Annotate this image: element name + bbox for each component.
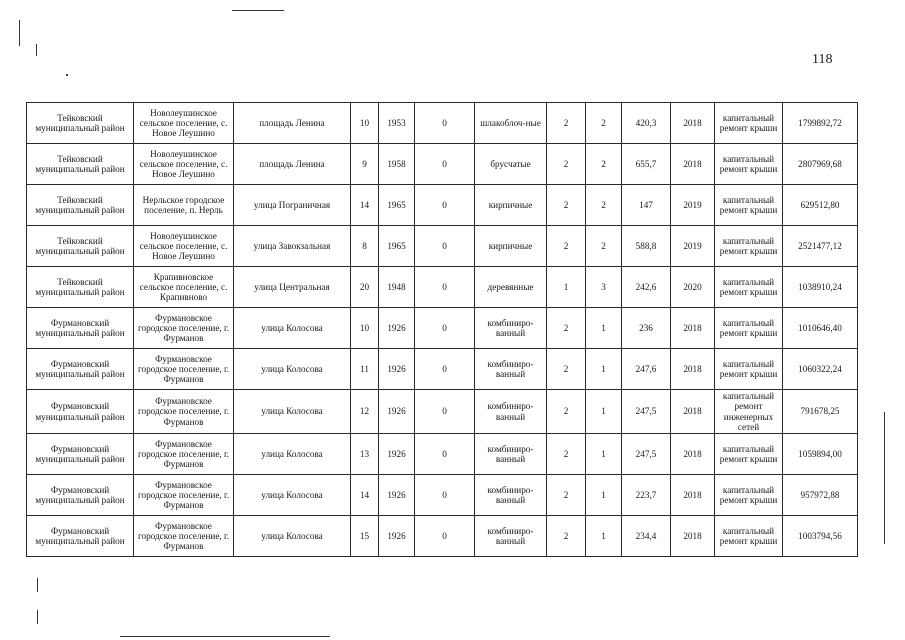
district-cell: Фурмановский муниципальный район	[27, 475, 134, 516]
entrances-cell: 1	[586, 434, 622, 475]
cost-cell: 2807969,68	[783, 144, 858, 185]
entrances-cell: 1	[586, 390, 622, 434]
settlement-cell: Новолеушинское сельское поселение, с. Новое Леушино	[134, 226, 234, 267]
floors-cell: 1	[547, 267, 586, 308]
area-cell: 247,5	[622, 434, 671, 475]
area-cell: 236	[622, 308, 671, 349]
floors-cell: 2	[547, 390, 586, 434]
floors-cell: 2	[547, 185, 586, 226]
scan-artifact-left-mark-bottom	[37, 610, 38, 624]
street-cell: улица Центральная	[234, 267, 351, 308]
cost-cell: 1059894,00	[783, 434, 858, 475]
house-number-cell: 14	[351, 185, 379, 226]
area-cell: 247,5	[622, 390, 671, 434]
wall-material-cell: деревянные	[475, 267, 547, 308]
build-year-cell: 1926	[379, 475, 415, 516]
plan-year-cell: 2018	[671, 103, 715, 144]
cost-cell: 791678,25	[783, 390, 858, 434]
cost-cell: 957972,88	[783, 475, 858, 516]
district-cell: Фурмановский муниципальный район	[27, 308, 134, 349]
entrances-cell: 3	[586, 267, 622, 308]
plan-year-cell: 2018	[671, 475, 715, 516]
scan-artifact-right-line	[884, 412, 885, 544]
plan-year-cell: 2018	[671, 390, 715, 434]
wear-cell: 0	[415, 103, 475, 144]
area-cell: 223,7	[622, 475, 671, 516]
wear-cell: 0	[415, 349, 475, 390]
wall-material-cell: комбиниро-ванный	[475, 434, 547, 475]
page-number: 118	[812, 52, 833, 67]
entrances-cell: 2	[586, 185, 622, 226]
entrances-cell: 1	[586, 475, 622, 516]
table-row	[27, 185, 858, 226]
street-cell: площадь Ленина	[234, 144, 351, 185]
cost-cell: 2521477,12	[783, 226, 858, 267]
floors-cell: 2	[547, 349, 586, 390]
street-cell: улица Пограничная	[234, 185, 351, 226]
wear-cell: 0	[415, 516, 475, 557]
floors-cell: 2	[547, 516, 586, 557]
settlement-cell: Новолеушинское сельское поселение, с. Новое Леушино	[134, 144, 234, 185]
house-number-cell: 10	[351, 103, 379, 144]
entrances-cell: 1	[586, 349, 622, 390]
settlement-cell: Фурмановское городское поселение, г. Фурманов	[134, 308, 234, 349]
build-year-cell: 1926	[379, 390, 415, 434]
work-type-cell: капитальный ремонт крыши	[715, 144, 783, 185]
house-number-cell: 13	[351, 434, 379, 475]
scan-artifact-left-mark	[36, 44, 37, 56]
district-cell: Фурмановский муниципальный район	[27, 434, 134, 475]
settlement-cell: Фурмановское городское поселение, г. Фурманов	[134, 434, 234, 475]
area-cell: 588,8	[622, 226, 671, 267]
wall-material-cell: комбиниро-ванный	[475, 475, 547, 516]
wall-material-cell: комбиниро-ванный	[475, 308, 547, 349]
entrances-cell: 2	[586, 144, 622, 185]
wear-cell: 0	[415, 434, 475, 475]
area-cell: 242,6	[622, 267, 671, 308]
area-cell: 247,6	[622, 349, 671, 390]
build-year-cell: 1926	[379, 434, 415, 475]
district-cell: Фурмановский муниципальный район	[27, 390, 134, 434]
wear-cell: 0	[415, 267, 475, 308]
wall-material-cell: комбиниро-ванный	[475, 349, 547, 390]
district-cell: Тейковский муниципальный район	[27, 267, 134, 308]
floors-cell: 2	[547, 475, 586, 516]
wear-cell: 0	[415, 390, 475, 434]
settlement-cell: Фурмановское городское поселение, г. Фурманов	[134, 516, 234, 557]
house-number-cell: 15	[351, 516, 379, 557]
street-cell: улица Колосова	[234, 516, 351, 557]
cost-cell: 1799892,72	[783, 103, 858, 144]
settlement-cell: Крапивновское сельское поселение, с. Крапивново	[134, 267, 234, 308]
build-year-cell: 1926	[379, 349, 415, 390]
entrances-cell: 1	[586, 308, 622, 349]
build-year-cell: 1953	[379, 103, 415, 144]
table-row	[27, 103, 858, 144]
wear-cell: 0	[415, 308, 475, 349]
table-row	[27, 144, 858, 185]
floors-cell: 2	[547, 308, 586, 349]
table-row	[27, 475, 858, 516]
work-type-cell: капитальный ремонт инженерных сетей	[715, 390, 783, 434]
plan-year-cell: 2018	[671, 434, 715, 475]
table-row	[27, 434, 858, 475]
cost-cell: 1038910,24	[783, 267, 858, 308]
district-cell: Фурмановский муниципальный район	[27, 349, 134, 390]
street-cell: улица Колосова	[234, 308, 351, 349]
work-type-cell: капитальный ремонт крыши	[715, 185, 783, 226]
area-cell: 147	[622, 185, 671, 226]
work-type-cell: капитальный ремонт крыши	[715, 516, 783, 557]
housing-repair-table	[26, 102, 858, 557]
area-cell: 655,7	[622, 144, 671, 185]
street-cell: улица Колосова	[234, 390, 351, 434]
plan-year-cell: 2018	[671, 308, 715, 349]
wall-material-cell: кирпичные	[475, 226, 547, 267]
table-row	[27, 226, 858, 267]
cost-cell: 629512,80	[783, 185, 858, 226]
wall-material-cell: комбиниро-ванный	[475, 516, 547, 557]
build-year-cell: 1965	[379, 226, 415, 267]
build-year-cell: 1958	[379, 144, 415, 185]
wear-cell: 0	[415, 226, 475, 267]
table-row	[27, 390, 858, 434]
district-cell: Тейковский муниципальный район	[27, 103, 134, 144]
street-cell: улица Колосова	[234, 434, 351, 475]
work-type-cell: капитальный ремонт крыши	[715, 434, 783, 475]
floors-cell: 2	[547, 226, 586, 267]
wall-material-cell: шлакоблоч-ные	[475, 103, 547, 144]
work-type-cell: капитальный ремонт крыши	[715, 226, 783, 267]
floors-cell: 2	[547, 103, 586, 144]
table-row	[27, 349, 858, 390]
scan-artifact-bottom-line	[120, 636, 330, 637]
district-cell: Тейковский муниципальный район	[27, 144, 134, 185]
wear-cell: 0	[415, 475, 475, 516]
table-body	[27, 103, 858, 557]
house-number-cell: 9	[351, 144, 379, 185]
wall-material-cell: кирпичные	[475, 185, 547, 226]
settlement-cell: Новолеушинское сельское поселение, с. Новое Леушино	[134, 103, 234, 144]
district-cell: Тейковский муниципальный район	[27, 226, 134, 267]
settlement-cell: Фурмановское городское поселение, г. Фурманов	[134, 390, 234, 434]
table-row	[27, 516, 858, 557]
cost-cell: 1003794,56	[783, 516, 858, 557]
district-cell: Тейковский муниципальный район	[27, 185, 134, 226]
street-cell: улица Колосова	[234, 475, 351, 516]
area-cell: 234,4	[622, 516, 671, 557]
street-cell: площадь Ленина	[234, 103, 351, 144]
work-type-cell: капитальный ремонт крыши	[715, 475, 783, 516]
wear-cell: 0	[415, 185, 475, 226]
plan-year-cell: 2018	[671, 349, 715, 390]
floors-cell: 2	[547, 144, 586, 185]
plan-year-cell: 2018	[671, 516, 715, 557]
plan-year-cell: 2019	[671, 226, 715, 267]
plan-year-cell: 2019	[671, 185, 715, 226]
floors-cell: 2	[547, 434, 586, 475]
build-year-cell: 1926	[379, 308, 415, 349]
area-cell: 420,3	[622, 103, 671, 144]
work-type-cell: капитальный ремонт крыши	[715, 349, 783, 390]
street-cell: улица Завокзальная	[234, 226, 351, 267]
street-cell: улица Колосова	[234, 349, 351, 390]
wall-material-cell: комбиниро-ванный	[475, 390, 547, 434]
house-number-cell: 11	[351, 349, 379, 390]
house-number-cell: 14	[351, 475, 379, 516]
scan-artifact-left-mark-lower	[37, 578, 38, 592]
settlement-cell: Фурмановское городское поселение, г. Фурманов	[134, 349, 234, 390]
district-cell: Фурмановский муниципальный район	[27, 516, 134, 557]
build-year-cell: 1948	[379, 267, 415, 308]
table-row	[27, 308, 858, 349]
entrances-cell: 2	[586, 103, 622, 144]
house-number-cell: 10	[351, 308, 379, 349]
wall-material-cell: брусчатые	[475, 144, 547, 185]
plan-year-cell: 2018	[671, 144, 715, 185]
table-row	[27, 267, 858, 308]
house-number-cell: 12	[351, 390, 379, 434]
scan-artifact-top-line	[232, 10, 284, 11]
wear-cell: 0	[415, 144, 475, 185]
build-year-cell: 1926	[379, 516, 415, 557]
cost-cell: 1060322,24	[783, 349, 858, 390]
house-number-cell: 20	[351, 267, 379, 308]
work-type-cell: капитальный ремонт крыши	[715, 267, 783, 308]
entrances-cell: 2	[586, 226, 622, 267]
cost-cell: 1010646,40	[783, 308, 858, 349]
build-year-cell: 1965	[379, 185, 415, 226]
scan-artifact-left-line	[19, 20, 20, 46]
plan-year-cell: 2020	[671, 267, 715, 308]
settlement-cell: Фурмановское городское поселение, г. Фурманов	[134, 475, 234, 516]
house-number-cell: 8	[351, 226, 379, 267]
entrances-cell: 1	[586, 516, 622, 557]
work-type-cell: капитальный ремонт крыши	[715, 103, 783, 144]
work-type-cell: капитальный ремонт крыши	[715, 308, 783, 349]
scan-artifact-dot	[66, 74, 68, 76]
settlement-cell: Нерльское городское поселение, п. Нерль	[134, 185, 234, 226]
